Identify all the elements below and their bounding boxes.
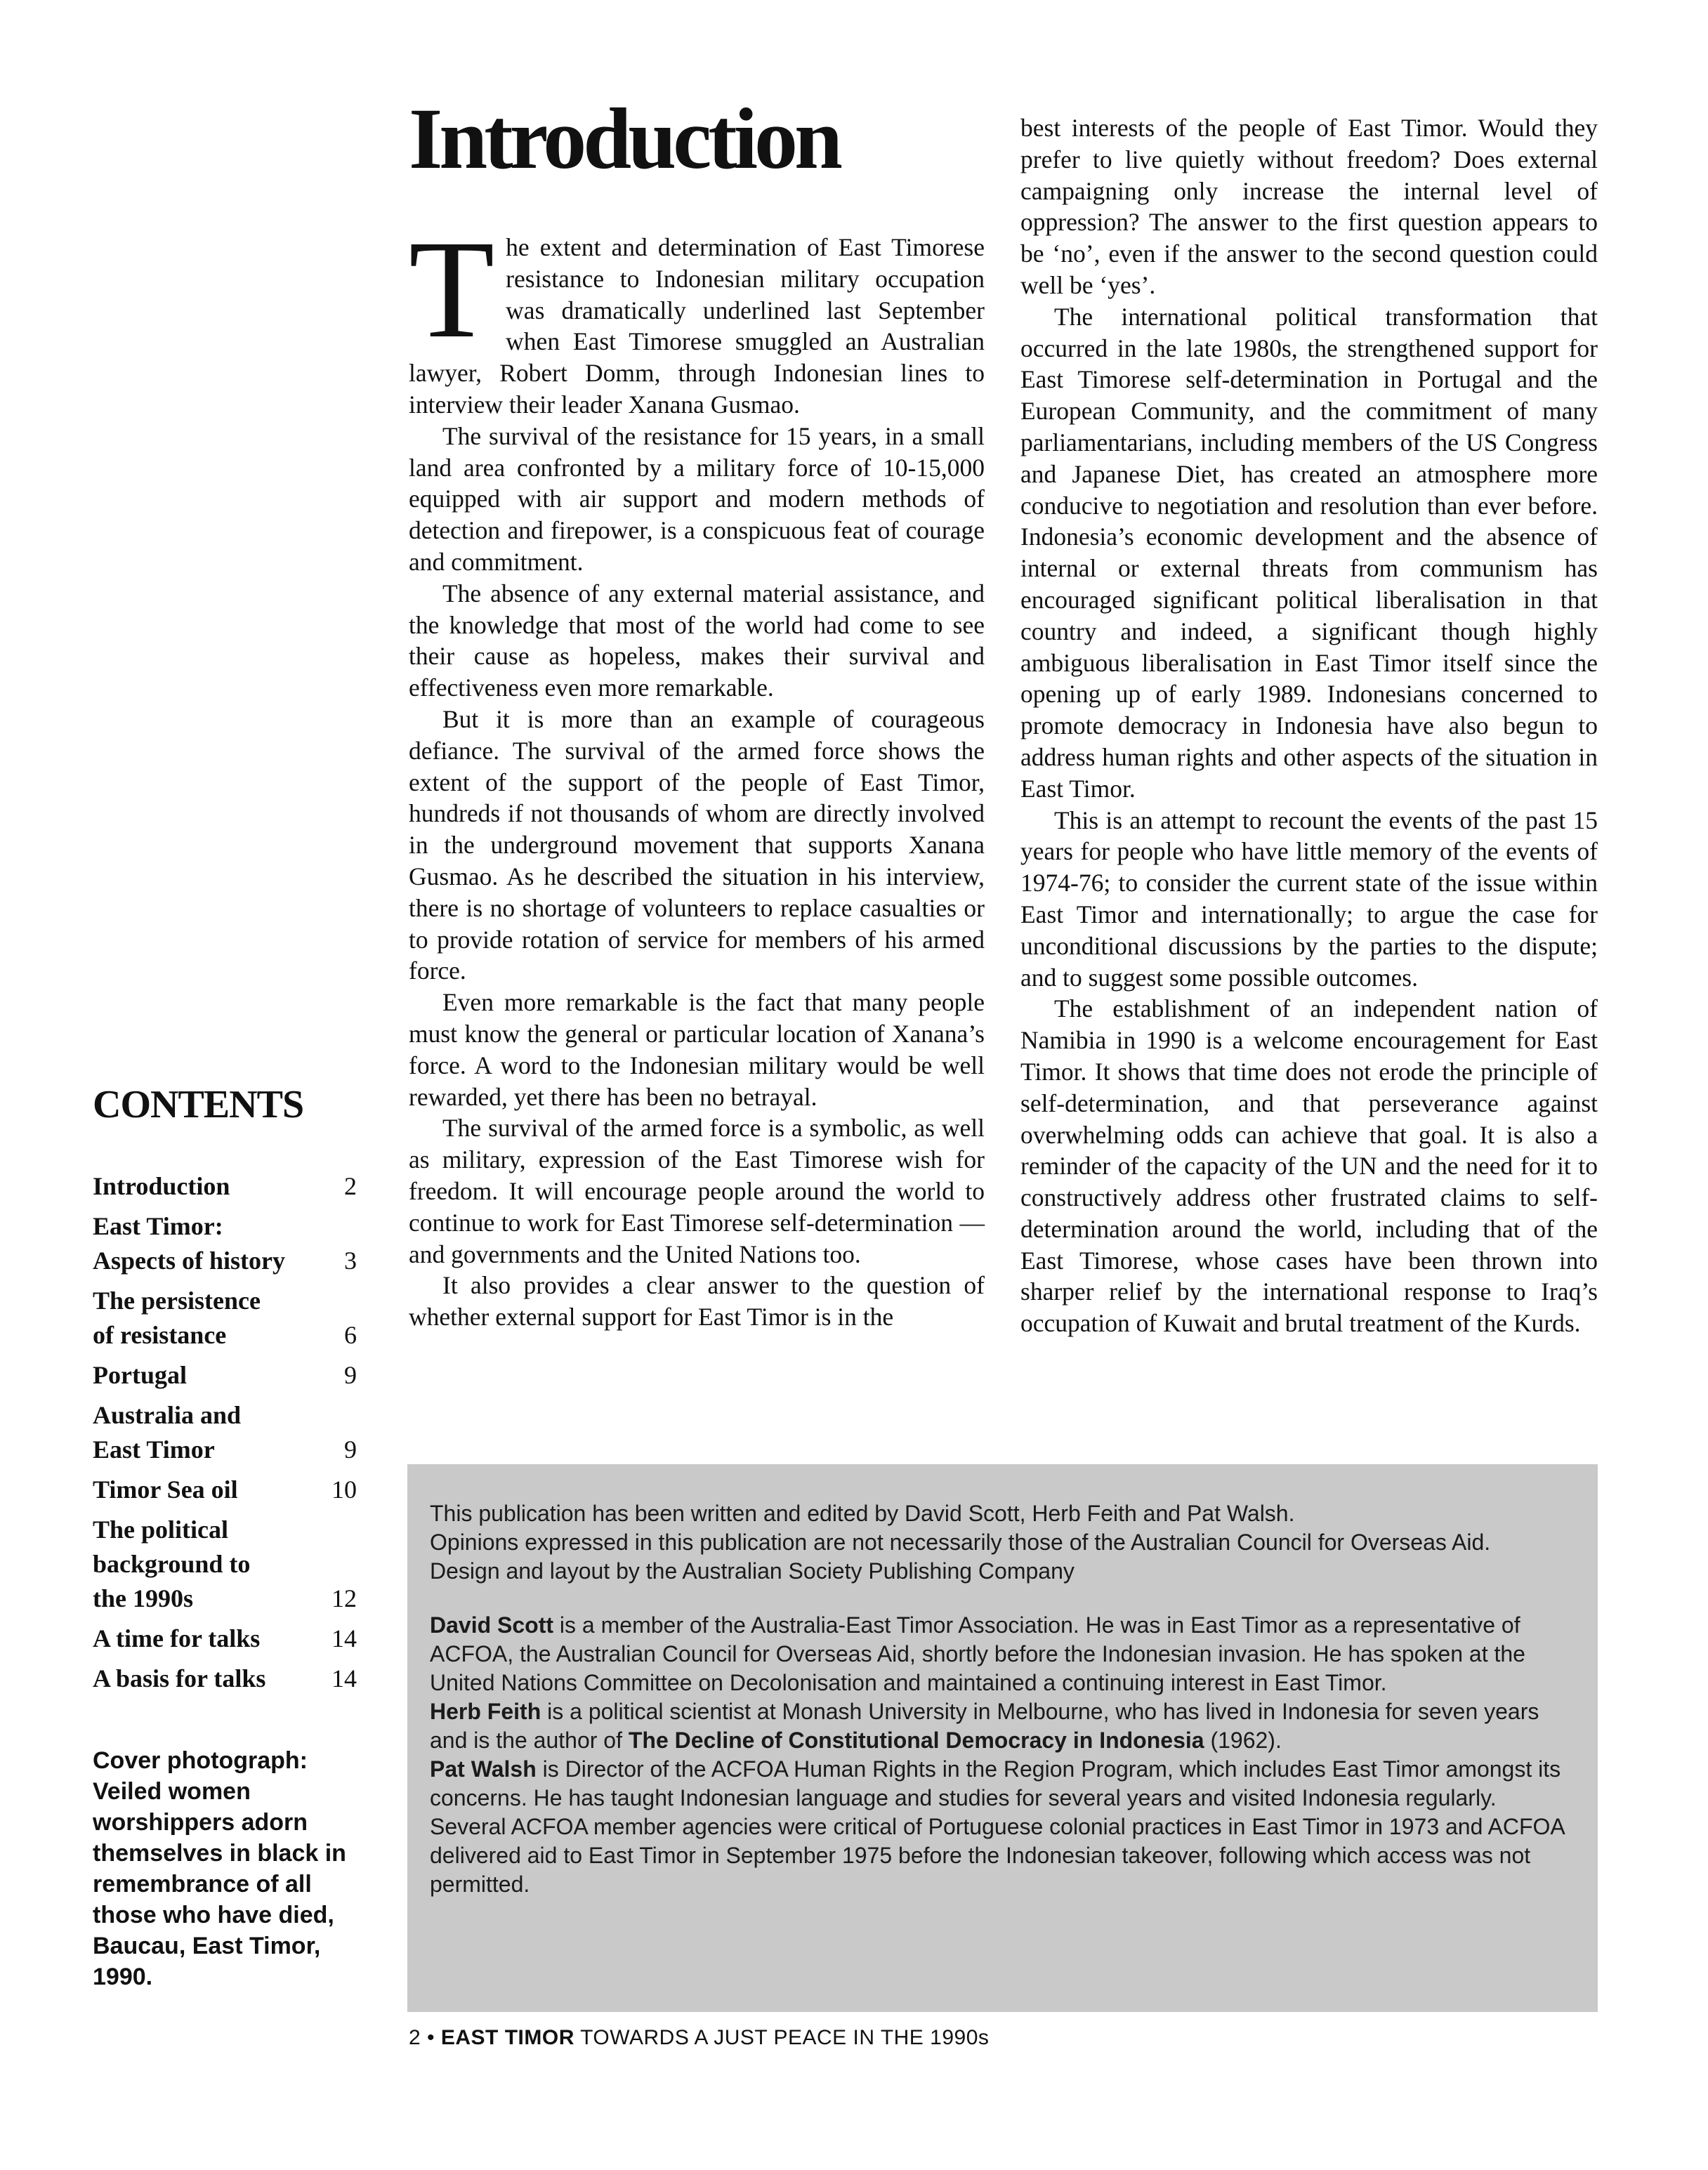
- bio-name: David Scott: [430, 1612, 554, 1638]
- credits-authors: This publication has been written and edited by David Scott, Herb Feith and Pat Walsh.: [430, 1501, 1295, 1526]
- publication-subtitle: TOWARDS A JUST PEACE IN THE 1990s: [574, 2026, 990, 2049]
- credits-design: Design and layout by the Australian Society Publishing Company: [430, 1558, 1075, 1584]
- contents-item[interactable]: [93, 1398, 357, 1467]
- contents-item-page: 2: [344, 1172, 357, 1201]
- page-number: 2 •: [409, 2026, 441, 2049]
- contents-item-page: 3: [344, 1247, 357, 1275]
- bio-text: (1962).: [1204, 1728, 1282, 1753]
- drop-cap: T: [409, 212, 495, 367]
- article-column-1: [409, 212, 985, 1333]
- bio-name: Pat Walsh: [430, 1756, 537, 1782]
- paragraph: best interests of the people of East Timor. Would they prefer to live quietly without freedom? Does external campaigning only increase the internal level of oppression? The answer to the first question appears to be ‘no’, even if the answer to the second question could well be ‘yes’.: [1020, 114, 1598, 299]
- contents-item[interactable]: [93, 1513, 357, 1616]
- contents-item-page: 9: [344, 1361, 357, 1390]
- contents-panel: [93, 1081, 374, 1702]
- contents-item-label: The persistence of resistance: [93, 1287, 261, 1350]
- spacer: [430, 1586, 1575, 1611]
- contents-item[interactable]: [93, 1358, 357, 1393]
- contents-item[interactable]: [93, 1169, 357, 1204]
- contents-item-label: Timor Sea oil: [93, 1475, 238, 1504]
- contents-item-label: A basis for talks: [93, 1664, 266, 1693]
- bio-name: Herb Feith: [430, 1699, 541, 1724]
- bio-text: is a political scientist at Monash University in Melbourne, who has lived in Indonesia for seven years and is the author of: [430, 1699, 1539, 1753]
- contents-item-label: A time for talks: [93, 1624, 261, 1653]
- contents-item[interactable]: [93, 1662, 357, 1696]
- bio-scott: [430, 1611, 1575, 1697]
- bio-text: is Director of the ACFOA Human Rights in the Region Program, which includes East Timor amongst its concerns. He has taught Indonesian language and studies for several years and visited Indonesia regularly. Several ACFOA member agencies were critical of Portuguese colonial practices in East Timor in 1973 and ACFOA delivered aid to East Timor in September 1975 before the Indonesian takeover, following which access was not permitted.: [430, 1756, 1564, 1897]
- contents-item-label: The political background to the 1990s: [93, 1515, 251, 1613]
- page-title: Introduction: [409, 91, 839, 187]
- contents-item-page: 10: [331, 1475, 357, 1504]
- paragraph: Even more remarkable is the fact that many people must know the general or particular location of Xanana’s force. A word to the Indonesian military would be well rewarded, yet there has been no betrayal.: [409, 988, 985, 1111]
- paragraph: This is an attempt to recount the events of the past 15 years for people who have little memory of the events of 1974-76; to consider the current state of the issue within East Timor and internationally; to argue the case for unconditional discussions by the parties to the dispute; and to suggest some possible outcomes.: [1020, 805, 1598, 992]
- contents-item[interactable]: [93, 1284, 357, 1353]
- contents-item-page: 14: [331, 1624, 357, 1653]
- contents-item[interactable]: [93, 1209, 357, 1278]
- paragraph: The survival of the armed force is a symbolic, as well as military, expression of the East Timorese wish for freedom. It will encourage people around the world to continue to work for East Timorese self-determination — and governments and the United Nations too.: [409, 1114, 985, 1268]
- bio-text: is a member of the Australia-East Timor Association. He was in East Timor as a representative of ACFOA, the Australian Council for Overseas Aid, shortly before the Indonesian invasion. He has spoken at the United Nations Committee on Decolonisation and maintained a continuing interest in East Timor.: [430, 1612, 1525, 1695]
- paragraph: But it is more than an example of courageous defiance. The survival of the armed force shows the extent of the support of the people of East Timor, hundreds if not thousands of whom are directly involved in the underground movement that supports Xanana Gusmao. As he described the situation in his interview, there is no shortage of volunteers to replace casualties or to provide rotation of service for members of his armed force.: [409, 704, 985, 985]
- bio-walsh: [430, 1755, 1575, 1899]
- contents-item-page: 14: [331, 1664, 357, 1693]
- cover-caption: Cover photograph: Veiled women worshippers adorn themselves in black in remembrance of all those who have died, Baucau, East Timor, 1990.: [93, 1747, 346, 1990]
- paragraph: The international political transformation that occurred in the late 1980s, the strengthened support for East Timorese self-determination in Portugal and the European Community, and the commitment of many parliamentarians, including members of the US Congress and Japanese Diet, has created an atmosphere more conducive to negotiation and resolution than ever before. Indonesia’s economic development and the absence of internal or external threats from communism has encouraged significant political liberalisation in that country and indeed, a significant though highly ambiguous liberalisation in East Timor itself since the opening up of early 1989. Indonesians concerned to promote democracy in Indonesia have also begun to address human rights and other aspects of the situation in East Timor.: [1020, 302, 1598, 803]
- paragraph: It also provides a clear answer to the question of whether external support for East Timor is in the: [409, 1271, 985, 1331]
- contents-list: [93, 1169, 374, 1696]
- contents-title: CONTENTS: [93, 1083, 304, 1126]
- contents-item[interactable]: [93, 1473, 357, 1507]
- contents-item-label: Australia and East Timor: [93, 1401, 242, 1464]
- credits-disclaimer: Opinions expressed in this publication are not necessarily those of the Australian Council for Overseas Aid.: [430, 1530, 1491, 1555]
- article-column-2: [1020, 112, 1598, 1339]
- publication-brand: EAST TIMOR: [440, 2026, 574, 2049]
- contents-item-page: 12: [331, 1584, 357, 1613]
- contents-item-label: Introduction: [93, 1172, 230, 1201]
- paragraph: The survival of the resistance for 15 years, in a small land area confronted by a military force of 10-15,000 equipped with air support and modern methods of detection and firepower, is a conspicuous feat of courage and commitment.: [409, 421, 985, 576]
- paragraph-text: he extent and determination of East Timorese resistance to Indonesian military occupation was dramatically underlined last September when East Timorese smuggled an Australian lawyer, Robert Domm, through Indonesian lines to interview their leader Xanana Gusmao.: [409, 233, 985, 419]
- paragraph: The establishment of an independent nation of Namibia in 1990 is a welcome encouragement for East Timor. It shows that time does not erode the principle of self-determination, and that perseverance against overwhelming odds can achieve that goal. It is also a reminder of the capacity of the UN and the need for it to constructively address other frustrated claims to self-determination around the world, including that of the East Timorese, whose cases have been thrown into sharper relief by the international response to Iraq’s occupation of Kuwait and brutal treatment of the Kurds.: [1020, 994, 1598, 1338]
- contents-item[interactable]: [93, 1622, 357, 1656]
- credits-box: [407, 1464, 1598, 2012]
- contents-item-page: 6: [344, 1321, 357, 1350]
- contents-item-label: East Timor: Aspects of history: [93, 1212, 285, 1275]
- book-title: The Decline of Constitutional Democracy in Indonesia: [628, 1728, 1204, 1753]
- contents-item-page: 9: [344, 1435, 357, 1464]
- bio-feith: [430, 1697, 1575, 1755]
- paragraph: [409, 212, 985, 421]
- paragraph: The absence of any external material assistance, and the knowledge that most of the world had come to see their cause as hopeless, makes their survival and effectiveness even more remarkable.: [409, 579, 985, 702]
- contents-item-label: Portugal: [93, 1361, 187, 1390]
- page-footer: [409, 2026, 989, 2050]
